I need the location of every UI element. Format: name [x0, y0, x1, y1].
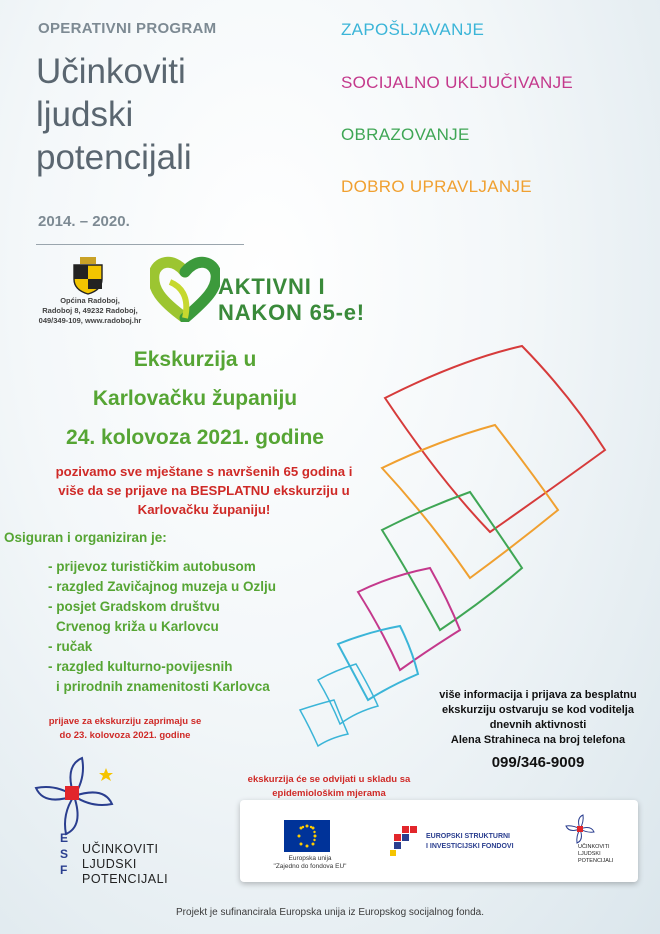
divider	[36, 244, 244, 245]
esf-pinwheel-icon	[34, 756, 124, 836]
deadline-note: prijave za ekskurziju zaprimaju se do 23. kolovoza 2021. godine	[48, 716, 202, 741]
list-item: Crvenog križa u Karlovcu	[56, 619, 219, 634]
list-item: - razgled kulturno-povijesnih	[48, 659, 233, 674]
organized-heading: Osiguran i organiziran je:	[4, 530, 167, 545]
list-item: - ručak	[48, 639, 93, 654]
eu-flag-icon	[284, 820, 330, 852]
list-item: - posjet Gradskom društvu	[48, 599, 220, 614]
epidemic-note: ekskurzija će se odvijati u skladu sa epidemiološkim mjerama	[247, 774, 411, 799]
event-title-line2: Karlovačku županiju	[92, 387, 298, 410]
category-employment: ZAPOŠLJAVANJE	[341, 20, 485, 39]
list-item: - razgled Zavičajnog muzeja u Ozlju	[48, 579, 277, 594]
event-title-line1: Ekskurzija u	[133, 348, 257, 371]
category-good-governance: DOBRO UPRAVLJANJE	[341, 177, 532, 196]
footer-text: Projekt je sufinancirala Europska unija iz Europskog socijalnog fonda.	[176, 907, 484, 918]
municipality-info: Općina Radoboj, Radoboj 8, 49232 Radoboj, 049/349-109, www.radoboj.hr	[38, 296, 142, 325]
small-esf-icon	[565, 814, 599, 844]
invitation-text: pozivamo sve mještane s navršenih 65 godina i više da se prijave na BESPLATNU ekskurziju u Karlovačku županiju!	[55, 464, 353, 517]
heart-logo-icon	[150, 256, 220, 322]
organized-list	[48, 557, 276, 697]
list-item: i prirodnih znamenitosti Karlovca	[56, 679, 270, 694]
phone-number: 099/346-9009	[491, 754, 585, 771]
program-years: 2014. – 2020.	[38, 213, 130, 230]
small-esf-text: UČINKOVITI LJUDSKI POTENCIJALI	[578, 844, 614, 864]
esf-logo-text: UČINKOVITI LJUDSKI POTENCIJALI	[82, 842, 169, 886]
esif-text: EUROPSKI STRUKTURNI I INVESTICIJSKI FONDOVI	[426, 833, 514, 850]
funding-logos-strip	[240, 800, 638, 882]
eu-caption: Europska unija "Zajedno do fondova EU"	[273, 855, 347, 870]
crest-icon	[71, 257, 105, 295]
contact-info: više informacija i prijava za besplatnu ekskurziju ostvaruju se kod voditelja dnevnih aktivnosti Alena Strahineca na broj telefona	[439, 689, 637, 746]
category-social-inclusion: SOCIJALNO UKLJUČIVANJE	[341, 73, 574, 92]
project-logo-text: AKTIVNI I NAKON 65-e!	[218, 274, 365, 325]
esf-letters: E S F	[60, 831, 69, 877]
event-date: 24. kolovoza 2021. godine	[66, 426, 324, 449]
program-title: Učinkoviti ljudski potencijali	[36, 52, 192, 177]
list-item: - prijevoz turističkim autobusom	[48, 559, 256, 574]
program-label: OPERATIVNI PROGRAM	[38, 20, 217, 37]
category-education: OBRAZOVANJE	[341, 125, 470, 144]
